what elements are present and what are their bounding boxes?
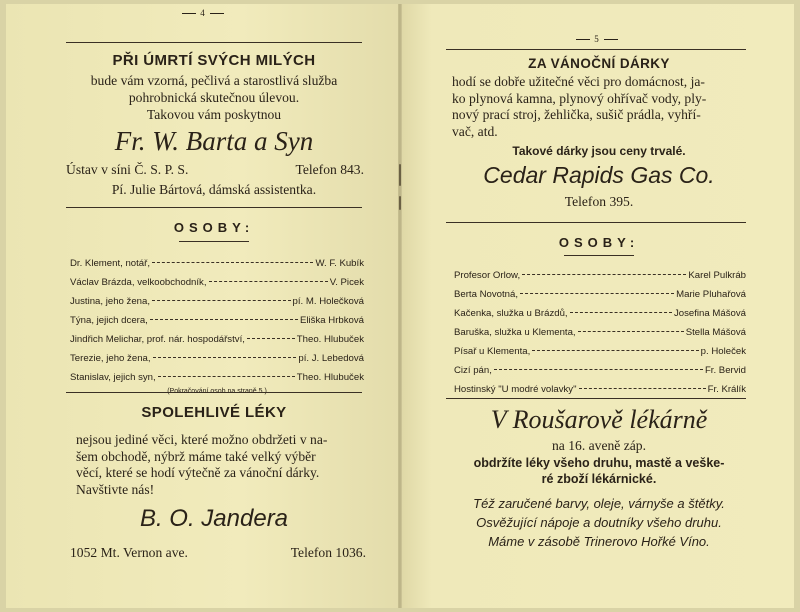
cast-item	[454, 289, 746, 308]
cast-heading-right	[434, 235, 764, 256]
gas-tagline: Takové dárky jsou ceny trvalé.	[512, 144, 686, 158]
cast-title: OSOBY:	[173, 220, 255, 235]
binding-stitch	[399, 196, 401, 210]
cast-item	[454, 365, 746, 384]
cast-actor: pí. J. Lebedová	[298, 353, 364, 364]
binding-stitch	[399, 164, 401, 186]
cast-role: Justina, jeho žena,	[70, 296, 151, 307]
right-page	[400, 4, 794, 608]
pharmacy-ad-line: Navštivte nás!	[76, 481, 155, 497]
pharmacy-italic-line: Máme v zásobě Trinerovo Hořké Víno.	[488, 534, 710, 549]
cast-item	[454, 346, 746, 365]
divider-rule	[66, 207, 362, 208]
dot-leader	[494, 369, 703, 370]
pharmacy-company-name: V Roušarově lékárně	[490, 405, 708, 434]
pharmacy-italic-line: Osvěžující nápoje a doutníky všeho druhu.	[476, 515, 722, 530]
pharmacy-bold-line: obdržíte léky všeho druhu, mastě a veške-	[473, 456, 725, 470]
divider-rule	[66, 392, 362, 393]
funeral-ad-line: bude vám vzorná, pečlivá a starostlivá služba	[90, 73, 338, 88]
pharmacy-address: 1052 Mt. Vernon ave.	[70, 545, 188, 560]
dot-leader	[570, 312, 672, 313]
cast-heading-left	[46, 220, 382, 242]
left-page	[6, 4, 400, 608]
cast-role: Jindřich Melichar, prof. nár. hospodářství,	[70, 334, 245, 345]
cast-actor: Marie Pluhařová	[676, 289, 746, 300]
gas-ad-line: nový prací stroj, žehlička, sušič prádla, vyhří-	[452, 107, 701, 122]
gas-ad-body	[452, 74, 762, 140]
cast-actor: Stella Mášová	[685, 327, 746, 338]
funeral-contact-row	[46, 161, 382, 178]
dot-leader	[152, 300, 291, 301]
cast-item	[70, 353, 364, 372]
cast-continued-note: (Pokračování osob na straně 5.)	[167, 388, 267, 395]
cast-role: Dr. Klement, notář,	[70, 258, 150, 269]
cast-role: Baruška, služka u Klementa,	[454, 327, 576, 338]
funeral-assistant: Pí. Julie Bártová, dámská assistentka.	[111, 182, 317, 197]
divider-rule	[446, 398, 746, 399]
cast-role: Terezie, jeho žena,	[70, 353, 151, 364]
funeral-address: Ústav v síni Č. S. P. S.	[66, 162, 189, 177]
top-rule-left	[66, 42, 362, 43]
dot-leader	[158, 376, 295, 377]
cast-actor: Josefina Mášová	[674, 308, 746, 319]
funeral-ad-line: pohrobnická skutečnou úlevou.	[128, 90, 300, 105]
cast-item	[454, 327, 746, 346]
program-spread	[6, 4, 794, 608]
cast-actor: V. Picek	[329, 277, 364, 288]
cast-role: Stanislav, jejich syn,	[70, 372, 156, 383]
pharmacy-ad-body	[76, 432, 376, 498]
funeral-ad-heading: PŘI ÚMRTÍ SVÝCH MILÝCH	[112, 52, 316, 69]
cast-title: OSOBY:	[558, 235, 640, 250]
cast-actor: pí. M. Holečková	[292, 296, 364, 307]
cast-role: Písař u Klementa,	[454, 346, 531, 357]
divider-rule	[446, 222, 746, 223]
page-number-right: 5	[400, 34, 794, 44]
cast-role: Hostinský "U modré volavky"	[454, 384, 577, 395]
cast-list-right	[454, 270, 746, 403]
cast-item	[70, 258, 364, 277]
funeral-ad	[46, 52, 382, 198]
pharmacy-ad-line: věcí, které se hodí výtečně za vánoční dárky.	[76, 465, 320, 480]
pharmacy-bold-line: ré zboží lékárnické.	[541, 472, 657, 486]
dot-leader	[522, 274, 686, 275]
cast-role: Týna, jejich dcera,	[70, 315, 148, 326]
cast-item	[454, 270, 746, 289]
pharmacy-ad-right	[424, 404, 774, 551]
cast-actor: Eliška Hrbková	[300, 315, 364, 326]
pharmacy-ad-left	[46, 404, 382, 421]
cast-actor: W. F. Kubík	[315, 258, 364, 269]
top-rule-right	[446, 49, 746, 50]
cast-title-underline	[179, 241, 249, 242]
cast-role: Profesor Orlow,	[454, 270, 521, 281]
cast-role: Berta Novotná,	[454, 289, 518, 300]
pharmacy-phone: Telefon 1036.	[290, 545, 366, 560]
cast-actor: Theo. Hlubuček	[296, 372, 364, 383]
binding-gutter	[398, 4, 402, 608]
pharmacy-company-block	[46, 504, 382, 534]
pharmacy-company-name: B. O. Jandera	[139, 505, 289, 532]
cast-item	[70, 296, 364, 315]
cast-item	[70, 277, 364, 296]
cast-actor: Karel Pulkráb	[688, 270, 746, 281]
gas-ad-line: vač, atd.	[452, 123, 498, 139]
dot-leader	[247, 338, 295, 339]
cast-title-underline	[564, 255, 634, 256]
gas-ad-line: hodí se dobře užitečné věci pro domácnost, ja-	[452, 74, 705, 89]
pharmacy-ad-line: šem obchodě, nýbrž máme také velký výběr	[76, 448, 316, 464]
dot-leader	[532, 350, 698, 351]
gas-ad-line: ko plynová kamna, plynový ohřívač vody, ply-	[452, 90, 707, 106]
funeral-company-name: Fr. W. Barta a Syn	[114, 126, 314, 156]
funeral-ad-line: Takovou vám poskytnou	[146, 107, 282, 122]
cast-item	[70, 315, 364, 334]
cast-actor: p. Holeček	[700, 346, 746, 357]
gas-ad-heading: ZA VÁNOČNÍ DÁRKY	[528, 56, 670, 71]
page-number-left: 4	[6, 8, 400, 18]
dot-leader	[579, 388, 706, 389]
pharmacy-italic-line: Též zaručené barvy, oleje, várnyše a štětky.	[473, 496, 725, 511]
cast-actor: Fr. Králík	[707, 384, 746, 395]
dot-leader	[153, 357, 297, 358]
funeral-phone: Telefon 843.	[295, 162, 364, 177]
dot-leader	[209, 281, 328, 282]
cast-list-left	[70, 258, 364, 395]
dot-leader	[152, 262, 313, 263]
gas-company-block	[434, 144, 764, 210]
pharmacy-ad-heading: SPOLEHLIVÉ LÉKY	[141, 404, 287, 421]
cast-item	[70, 334, 364, 353]
cast-role: Václav Brázda, velkoobchodník,	[70, 277, 207, 288]
dot-leader	[578, 331, 684, 332]
gas-company-name: Cedar Rapids Gas Co.	[483, 162, 715, 188]
gas-phone: Telefon 395.	[564, 194, 634, 209]
dot-leader	[150, 319, 298, 320]
cast-role: Kačenka, služka u Brázdů,	[454, 308, 568, 319]
cast-actor: Fr. Bervid	[704, 365, 746, 376]
dot-leader	[520, 293, 674, 294]
cast-item	[454, 384, 746, 403]
cast-actor: Theo. Hlubuček	[296, 334, 364, 345]
pharmacy-ad-line: nejsou jediné věci, které možno obdržeti v na-	[76, 432, 328, 447]
gas-ad	[434, 56, 764, 71]
pharmacy-contact-row	[70, 544, 366, 561]
pharmacy-address: na 16. aveně záp.	[552, 438, 646, 453]
cast-item	[454, 308, 746, 327]
cast-role: Cizí pán,	[454, 365, 492, 376]
